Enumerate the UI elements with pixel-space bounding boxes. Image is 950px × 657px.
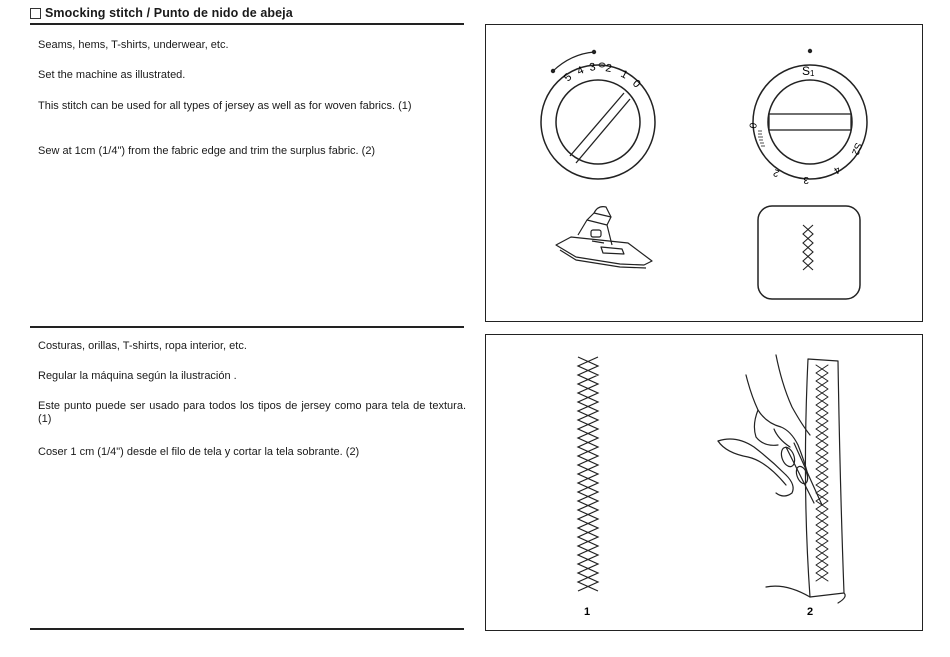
middle-rule [30, 326, 464, 328]
length-num-3: 3 [803, 174, 809, 185]
width-num-1: 1 [618, 68, 630, 82]
spanish-p1: Costuras, orillas, T-shirts, ropa interior, etc. [38, 340, 247, 352]
length-num-2: 2 [772, 166, 782, 179]
spanish-p3: Este punto puede ser usado para todos los tipos de jersey como para tela de textura. (1) [38, 400, 466, 425]
section-title [30, 6, 293, 20]
section-title-text: Smocking stitch / Punto de nido de abeja [45, 6, 293, 20]
width-num-4: 4 [575, 64, 586, 78]
figure-label-2: 2 [806, 606, 814, 618]
figure-label-1: 1 [583, 606, 591, 618]
spanish-p2: Regular la máquina según la ilustración . [38, 370, 237, 382]
english-p4: Sew at 1cm (1/4") from the fabric edge and trim the surplus fabric. (2) [38, 145, 376, 157]
width-num-5: 5 [561, 71, 575, 85]
length-s2: S2 [848, 140, 864, 157]
settings-illustration-panel [485, 24, 923, 322]
title-rule [30, 23, 464, 25]
english-p1: Seams, hems, T-shirts, underwear, etc. [38, 39, 229, 51]
presser-foot-icon [556, 207, 652, 268]
width-num-3: 3 [588, 61, 597, 74]
english-p3: This stitch can be used for all types of jersey as well as for woven fabrics. (1) [38, 100, 412, 112]
length-top-s: S1 [802, 64, 815, 78]
stitch-width-dial-icon [541, 50, 655, 179]
sewing-illustration-panel [485, 334, 923, 631]
length-num-4: 4 [831, 163, 842, 176]
english-p2: Set the machine as illustrated. [38, 69, 186, 81]
length-num-0: 0 [748, 122, 760, 130]
stitch-length-dial-icon [748, 49, 867, 185]
width-num-2: 2 [604, 62, 613, 76]
smocking-stitch-sample-icon [578, 357, 598, 591]
bottom-rule [30, 628, 464, 630]
width-num-0: 0 [629, 77, 643, 91]
spanish-p4: Coser 1 cm (1/4") desde el filo de tela y cortar la tela sobrante. (2) [38, 446, 360, 458]
checkbox-square-icon [30, 8, 41, 19]
stitch-pattern-icon [758, 206, 860, 299]
fabric-sewing-hands-icon [718, 355, 845, 603]
